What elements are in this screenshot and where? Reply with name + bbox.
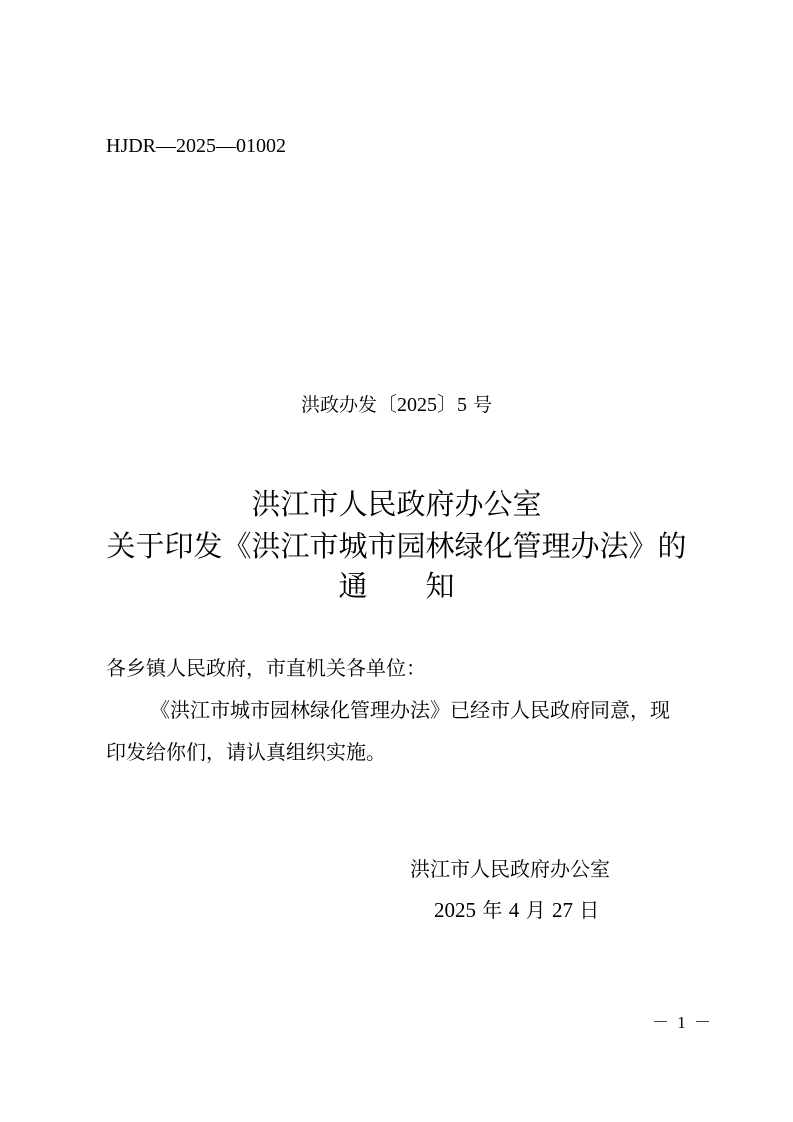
- salutation: 各乡镇人民政府，市直机关各单位：: [106, 656, 426, 680]
- document-number-suffix: 号: [473, 394, 493, 416]
- issue-date-day: 27: [551, 898, 573, 922]
- body-paragraph-line-1: 《洪江市城市园林绿化管理办法》已经市人民政府同意，现: [150, 698, 670, 722]
- issue-date-day-unit: 日: [579, 898, 600, 922]
- document-number-prefix: 洪政办发: [300, 394, 377, 416]
- document-number-year: 〔2025〕: [376, 394, 457, 416]
- title-line-3-part-2: 知: [425, 569, 455, 603]
- title-line-1: 洪江市人民政府办公室: [251, 487, 542, 521]
- issuer-signature: 洪江市人民政府办公室: [410, 857, 610, 881]
- title-line-3: [0, 567, 793, 605]
- body-paragraph-line-2: 印发给你们，请认真组织实施。: [106, 740, 386, 764]
- issue-date-year: 2025: [434, 898, 476, 922]
- page-number: － 1 －: [652, 1013, 713, 1032]
- title-line-3-part-1: 通: [338, 569, 368, 603]
- issue-date-month-unit: 月: [525, 898, 546, 922]
- document-code: HJDR—2025—01002: [106, 135, 287, 157]
- title-line-2: 关于印发《洪江市城市园林绿化管理办法》的: [106, 529, 687, 563]
- document-number-value: 5: [456, 394, 467, 416]
- issue-date-year-unit: 年: [482, 898, 503, 922]
- issue-date-month: 4: [508, 898, 520, 922]
- issue-date: [434, 896, 599, 924]
- document-number: [0, 392, 793, 418]
